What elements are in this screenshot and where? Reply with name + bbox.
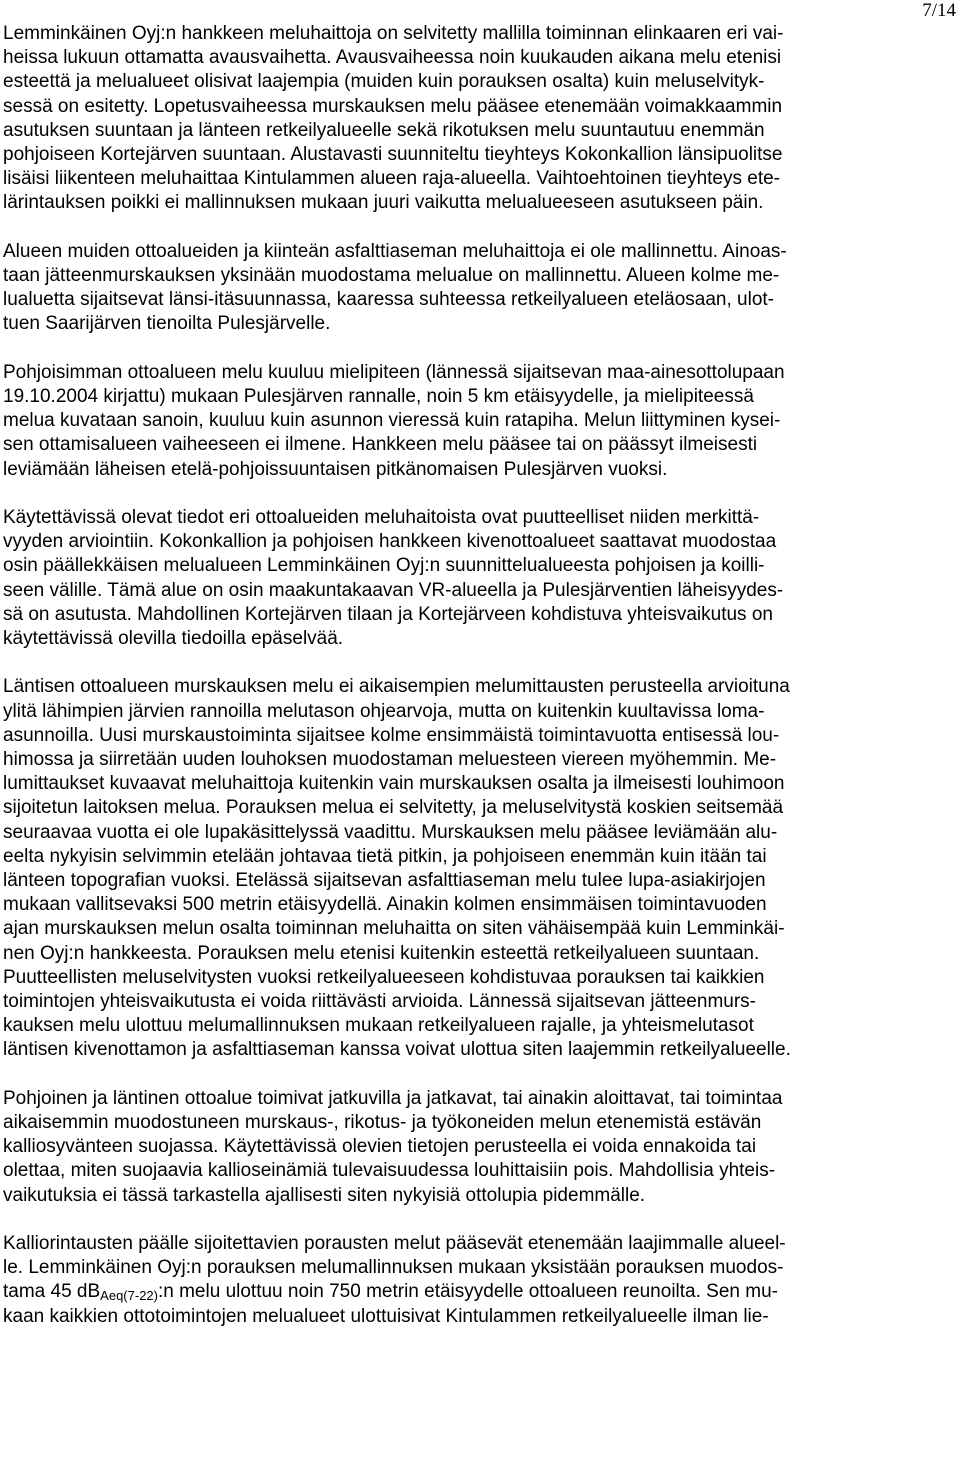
text-line: lisäisi liikenteen meluhaittaa Kintulammen alueen raja-alueella. Vaihtoehtoinen tieyhteys ete- [3, 168, 780, 190]
text-line: leviämään läheisen etelä-pohjoissuuntaisen pitkänomaisen Pulesjärven vuoksi. [3, 458, 668, 480]
text-line: ylitä lähimpien järvien rannoilla melutason ohjearvoja, mutta on kuitenkin kuultavissa loma- [3, 700, 765, 722]
text-line: Alueen muiden ottoalueiden ja kiinteän asfalttiaseman meluhaittoja ei ole mallinnettu. Ainoas- [3, 240, 787, 262]
text-line: lualuetta sijaitsevat länsi-itäsuunnassa, kaaressa suhteessa retkeilyalueen eteläosaan, ulot- [3, 289, 775, 311]
text-line: kalliosyvänteen suojassa. Käytettävissä olevien tietojen perusteella ei voida ennakoida tai [3, 1136, 757, 1158]
text-line: Kalliorintausten päälle sijoitettavien porausten melut pääsevät etenemään laajimmalle alueel- [3, 1233, 786, 1255]
text-line: kauksen melu ulottuu melumallinnuksen mukaan retkeilyalueen rajalle, ja yhteismelutasot [3, 1015, 754, 1037]
text-line: seen välille. Tämä alue on osin maakuntakaavan VR-alueella ja Pulesjärventien läheisyydes- [3, 579, 784, 601]
text-line: 19.10.2004 kirjattu) mukaan Pulesjärven rannalle, noin 5 km etäisyydelle, ja mielipiteessä [3, 386, 754, 408]
text-line: himossa ja siirretään uuden louhoksen muodostaman meluesteen viereen myöhemmin. Me- [3, 749, 777, 771]
text-line: kaan kaikkien ottotoimintojen melualueet ulottuisivat Kintulammen retkeilyalueelle ilman lie- [3, 1305, 769, 1327]
paragraph-list [3, 22, 957, 1208]
paragraph [3, 22, 957, 216]
text-line: sijoitetun laitoksen melua. Porauksen melua ei selvitetty, ja meluselvitystä koskien seitsemää [3, 797, 784, 819]
text-line: asutuksen suuntaan ja länteen retkeilyalueelle sekä rikotuksen melu suuntautuu enemmän [3, 119, 765, 141]
text-line: länteen topografian vuoksi. Etelässä sijaitsevan asfalttiaseman melu tulee lupa-asiakirjojen [3, 870, 766, 892]
text-line: ajan murskauksen melun osalta toiminnan meluhaitta on siten vähäisempää kuin Lemminkäi- [3, 918, 785, 940]
text-line: käytettävissä olevilla tiedoilla epäselvää. [3, 628, 344, 650]
text-line: Läntisen ottoalueen murskauksen melu ei aikaisempien melumittausten perusteella arvioituna [3, 676, 790, 698]
text-line: seuraavaa vuotta ei ole lupakäsittelyssä vaadittu. Murskauksen melu pääsee leviämään alu- [3, 821, 778, 843]
paragraph [3, 361, 957, 482]
text-line: tuen Saarijärven tienoilta Pulesjärvelle. [3, 313, 331, 335]
text-line: nen Oyj:n hankkeesta. Porauksen melu etenisi kuitenkin esteettä retkeilyalueen suuntaan. [3, 942, 760, 964]
text-line: aikaisemmin muodostuneen murskaus-, rikotus- ja työkoneiden melun etenemistä estävän [3, 1112, 762, 1134]
text-line: vaikutuksia ei tässä tarkastella ajallisesti siten nykyisiä ottolupia pidemmälle. [3, 1184, 646, 1206]
text-line: taan jätteenmurskauksen yksinään muodostama melualue on mallinnettu. Alueen kolme me- [3, 265, 780, 287]
text-line: sessä on esitetty. Lopetusvaiheessa murskauksen melu pääsee etenemään voimakkaammin [3, 95, 783, 117]
text-line: mukaan vallitsevaksi 500 metrin etäisyydellä. Ainakin kolmen ensimmäisen toimintavuoden [3, 894, 767, 916]
text-line: vyyden arviointiin. Kokonkallion ja pohjoisen hankkeen kivenottoalueet saattavat muodostaa [3, 531, 777, 553]
text-line: olettaa, miten suojaavia kallioseinämiä tulevaisuudessa louhittaisiin pois. Mahdollisia yhteis- [3, 1160, 776, 1182]
text-line: melua kuvataan sanoin, kuuluu kuin asunnon vieressä kuin ratapiha. Melun liittyminen kysei- [3, 410, 781, 432]
text-line: heissa lukuun ottamatta avausvaihetta. Avausvaiheessa noin kuukauden aikana melu etenisi [3, 47, 782, 69]
text-line: Pohjoisimman ottoalueen melu kuuluu mielipiteen (lännessä sijaitsevan maa-ainesottolupaan [3, 361, 785, 383]
text-line: lärintauksen poikki ei mallinnuksen mukaan juuri vaikutta melualueeseen asutukseen päin. [3, 192, 764, 214]
text-line: toimintojen yhteisvaikutusta ei voida riittävästi arvioida. Lännessä sijaitsevan jätteenmurs- [3, 991, 756, 1013]
text-line: Käytettävissä olevat tiedot eri ottoalueiden meluhaitoista ovat puutteelliset niiden merkittä- [3, 507, 760, 529]
paragraph [3, 1087, 957, 1208]
text-line: sen ottamisalueen vaiheeseen ei ilmene. Hankkeen melu pääsee tai on päässyt ilmeisesti [3, 434, 758, 456]
paragraph-last [3, 1232, 957, 1329]
text-line: Puutteellisten meluselvitysten vuoksi retkeilyalueeseen kohdistuvaa porauksen tai kaikkien [3, 966, 765, 988]
text-line: Lemminkäinen Oyj:n hankkeen meluhaittoja on selvitetty mallilla toiminnan elinkaaren eri vai- [3, 23, 784, 44]
text-line: pohjoiseen Kortejärven suuntaan. Alustavasti suunniteltu tieyhteys Kokonkallion länsipuolitse [3, 144, 783, 166]
paragraph [3, 506, 957, 651]
text-line: asunnoilla. Uusi murskaustoiminta sijaitsee kolme ensimmäistä toimintavuotta entisessä lou- [3, 724, 780, 746]
text-fragment: tama 45 dB [3, 1281, 101, 1303]
subscript: Aeq(7-22) [100, 1288, 158, 1304]
text-line: esteettä ja melualueet olisivat laajempia (muiden kuin porauksen osalta) kuin meluselvityk- [3, 71, 765, 93]
text-line [3, 1280, 957, 1304]
document-body [3, 22, 957, 1353]
text-line: osin päällekkäisen melualueen Lemminkäinen Oyj:n suunnittelualueesta pohjoisen ja koilli- [3, 555, 765, 577]
text-line: le. Lemminkäinen Oyj:n porauksen melumallinnuksen mukaan yksistään porauksen muodos- [3, 1257, 784, 1279]
page-number: 7/14 [922, 0, 956, 21]
paragraph [3, 240, 957, 337]
paragraph [3, 675, 957, 1062]
text-line: läntisen kivenottamon ja asfalttiaseman kanssa voivat ulottua siten laajemmin retkeilyalueelle. [3, 1039, 791, 1061]
text-fragment: :n melu ulottuu noin 750 metrin etäisyydelle ottoalueen reunoilta. Sen mu- [157, 1281, 778, 1303]
text-line: Pohjoinen ja läntinen ottoalue toimivat jatkuvilla ja jatkavat, tai ainakin aloittavat, tai toimintaa [3, 1087, 783, 1109]
text-line: sä on asutusta. Mahdollinen Kortejärven tilaan ja Kortejärveen kohdistuva yhteisvaikutus on [3, 603, 773, 625]
text-line: lumittaukset kuvaavat meluhaittoja kuitenkin vain murskauksen osalta ja ilmeisesti louhimoon [3, 773, 785, 795]
text-line: eelta nykyisin selvimmin etelään johtavaa tietä pitkin, ja pohjoiseen enemmän kuin itään tai [3, 845, 767, 867]
